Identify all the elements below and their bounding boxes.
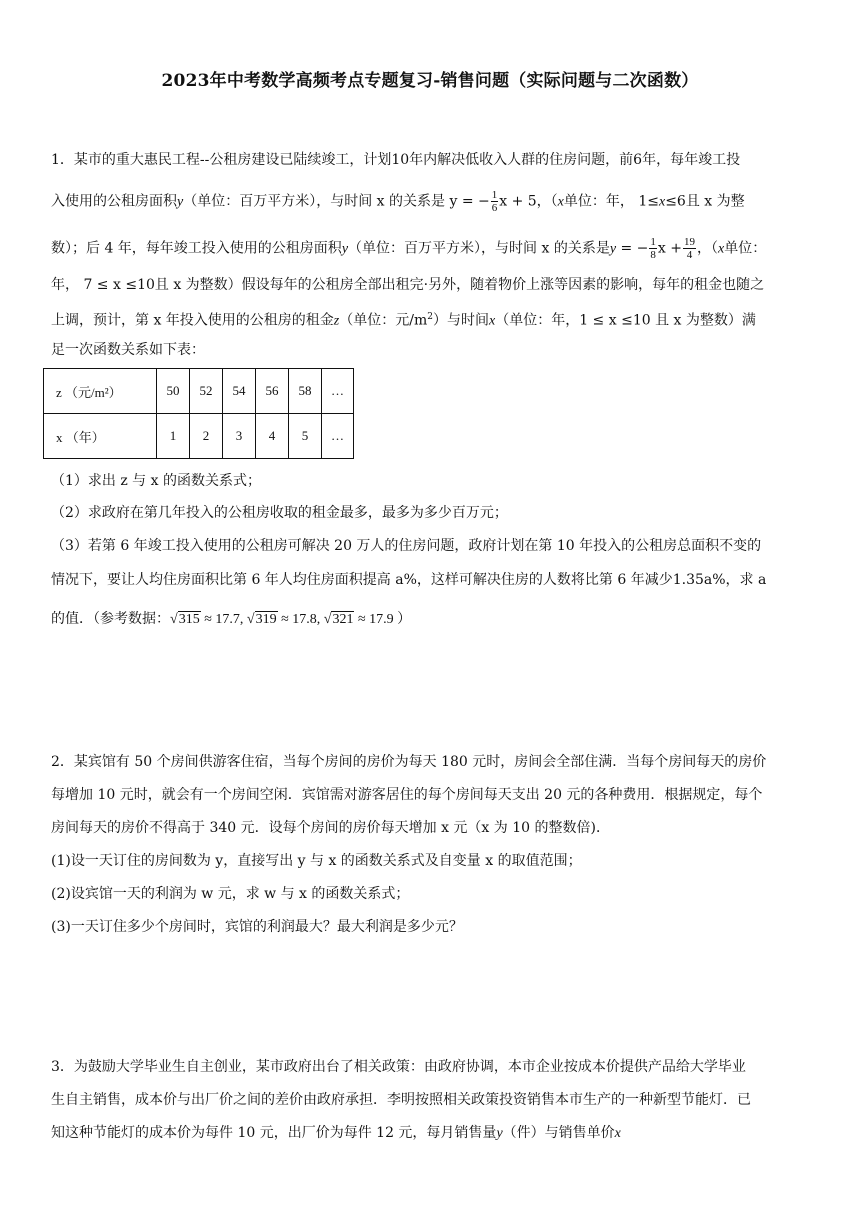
q1-sub-3-line-3 [51, 609, 811, 630]
table-cell: 5 [289, 414, 322, 459]
q1-line-1: 1．某市的重大惠民工程--公租房建设已陆续竣工，计划10年内解决低收入人群的住房问题，前6年，每年竣工投 [51, 152, 741, 168]
q1-text: 单位：年， 1≤ [563, 193, 659, 210]
var-x: x [658, 194, 666, 210]
var-y: y [177, 194, 184, 210]
q1-line-4: 年， 7 ≤ x ≤10且 x 为整数）假设每年的公租房全部出租完·另外，随着物价上涨等因素的影响，每年的租金也随之 [51, 277, 765, 293]
fraction-2 [649, 236, 657, 261]
sqrt-315: √315 [170, 612, 200, 627]
q1-text: = − [616, 240, 649, 257]
approx-3: ≈ 17.9 ） [354, 612, 412, 627]
table-cell: 1 [157, 414, 190, 459]
radicand: 315 [178, 612, 200, 627]
sqrt-319: √319 [246, 612, 277, 627]
q2-line-1: 2．某宾馆有 50 个房间供游客住宿，当每个房间的房价为每天 180 元时，房间会全部住满．当每个房间每天的房价 [51, 754, 767, 770]
page-title: 2023年中考数学高频考点专题复习-销售问题（实际问题与二次函数） [161, 71, 699, 91]
q2-line-3: 房间每天的房价不得高于 340 元．设每个房间的房价每天增加 x 元（x 为 10 的整数倍)． [51, 820, 610, 836]
data-table [43, 368, 354, 459]
radicand: 319 [255, 612, 277, 627]
q1-text: 单位： [724, 240, 767, 257]
table-cell: 54 [223, 369, 256, 414]
q1-text: 入使用的公租房面积 [51, 193, 177, 210]
q1-text: x + 5，（ [499, 193, 558, 210]
var-x: x [557, 194, 564, 210]
table-row-label: x （年） [44, 414, 157, 459]
q1-text: ，（ [697, 240, 718, 257]
superscript: 2 [427, 312, 433, 322]
table-cell: 50 [157, 369, 190, 414]
table-cell: 56 [256, 369, 289, 414]
table-cell: … [322, 414, 354, 459]
q3-text: （件）与销售单价 [502, 1125, 615, 1141]
table-row [44, 414, 354, 459]
q1-text: 数）；后 4 年，每年竣工投入使用的公租房面积 [51, 240, 342, 257]
q1-text: （单位：百万平方米），与时间 x 的关系是 [348, 240, 610, 257]
var-y: y [609, 241, 617, 257]
var-x: x [614, 1126, 621, 1141]
q2-sub-2: (2)设宾馆一天的利润为 w 元，求 w 与 x 的函数关系式； [51, 886, 410, 902]
table-cell: 4 [256, 414, 289, 459]
q1-text: ≤6且 x 为整 [665, 193, 745, 210]
table-row-label: z （元/m²） [44, 369, 157, 414]
fraction-numerator: 19 [684, 236, 695, 248]
q1-text: （单位：年，1 ≤ x ≤10 且 x 为整数）满 [495, 312, 756, 329]
table-cell: 3 [223, 414, 256, 459]
table-cell: … [322, 369, 354, 414]
q1-line-6: 足一次函数关系如下表： [51, 342, 205, 358]
q3-text: 知这种节能灯的成本价为每件 10 元，出厂价为每件 12 元，每月销售量 [51, 1125, 497, 1141]
q2-sub-1: (1)设一天订住的房间数为 y，直接写出 y 与 x 的函数关系式及自变量 x 的取值范围； [51, 853, 582, 869]
approx-2: ≈ 17.8, [277, 612, 324, 627]
table-cell: 2 [190, 414, 223, 459]
q1-line-3 [51, 236, 811, 261]
var-y: y [341, 241, 349, 257]
fraction-denominator: 6 [491, 202, 498, 214]
q1-sub-2: （2）求政府在第几年投入的公租房收取的租金最多，最多为多少百万元； [51, 505, 508, 521]
sqrt-321: √321 [323, 612, 354, 627]
var-x: x [488, 313, 496, 329]
fraction-3 [683, 236, 696, 261]
q3-line-1: 3．为鼓励大学毕业生自主创业，某市政府出台了相关政策：由政府协调，本市企业按成本价提供产品给大学毕业 [51, 1059, 746, 1075]
var-x: x [718, 241, 725, 257]
q1-text: （单位：百万平方米），与时间 x 的关系是 y = − [183, 193, 490, 210]
q1-sub-3-line-1: （3）若第 6 年竣工投入使用的公租房可解决 20 万人的住房问题，政府计划在第 10 年投入的公租房总面积不变的 [51, 538, 762, 554]
q1-text: x + [657, 240, 682, 257]
fraction-numerator: 1 [491, 189, 498, 201]
q3-line-2: 生自主销售，成本价与出厂价之间的差价由政府承担．李明按照相关政策投资销售本市生产的一种新型节能灯．已 [51, 1092, 751, 1108]
fraction-1 [491, 189, 499, 214]
q1-sub-3-line-2: 情况下，要让人均住房面积比第 6 年人均住房面积提高 a%，这样可解决住房的人数将比第 6 年减少1.35a%，求 a [51, 572, 767, 588]
var-z: z [333, 313, 340, 329]
q1-line-5 [51, 307, 811, 332]
fraction-denominator: 8 [650, 249, 656, 261]
q1-text: （单位：元/m [339, 312, 428, 329]
approx-1: ≈ 17.7, [200, 612, 247, 627]
fraction-denominator: 4 [686, 249, 693, 261]
q1-line-2 [51, 189, 811, 214]
q2-sub-3: (3)一天订住多少个房间时，宾馆的利润最大？最大利润是多少元？ [51, 919, 463, 935]
radicand: 321 [332, 612, 354, 627]
fraction-numerator: 1 [650, 236, 656, 248]
q1-sub-1: （1）求出 z 与 x 的函数关系式； [51, 473, 261, 489]
q1-text: 的值．（参考数据： [51, 611, 170, 627]
table-cell: 58 [289, 369, 322, 414]
q2-line-2: 每增加 10 元时，就会有一个房间空闲．宾馆需对游客居住的每个房间每天支出 20 元的各种费用．根据规定，每个 [51, 787, 763, 803]
table-row [44, 369, 354, 414]
var-y: y [496, 1126, 503, 1141]
q1-text: ）与时间 [432, 312, 489, 329]
table-cell: 52 [190, 369, 223, 414]
q3-line-3 [51, 1123, 811, 1144]
q1-text: 上调，预计，第 x 年投入使用的公租房的租金 [51, 312, 334, 329]
